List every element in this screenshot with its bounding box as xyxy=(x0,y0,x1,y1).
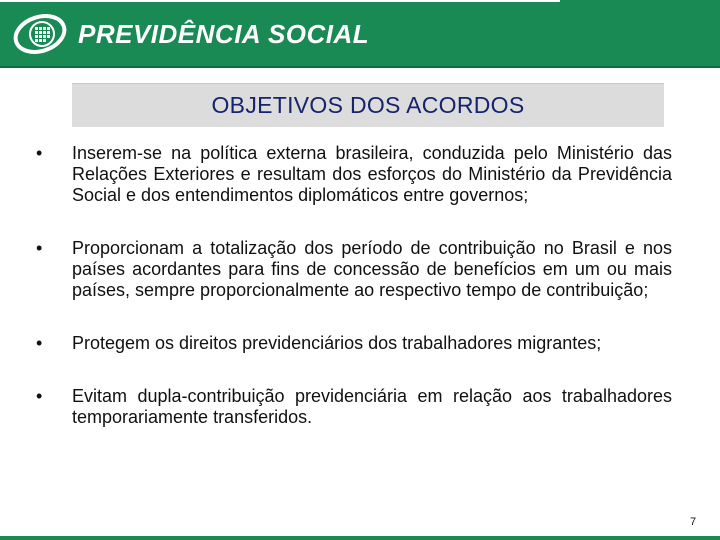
bullet-item xyxy=(36,386,672,428)
brand-title: PREVIDÊNCIA SOCIAL xyxy=(78,19,370,49)
bullet-dot-icon: • xyxy=(36,333,43,353)
header-bar xyxy=(0,0,720,68)
bullet-text: Evitam dupla-contribuição previdenciária em relação aos trabalhadores temporariamente transferidos. xyxy=(72,386,672,427)
bullet-dot-icon: • xyxy=(36,386,43,406)
bullet-item xyxy=(36,143,672,206)
slide-title: OBJETIVOS DOS ACORDOS xyxy=(211,92,525,118)
bullet-dot-icon: • xyxy=(36,143,43,163)
page-number: 7 xyxy=(690,516,697,528)
bullet-dot-icon: • xyxy=(36,238,43,258)
bullet-item xyxy=(36,238,672,301)
slide-title-box xyxy=(72,83,664,127)
bullet-text: Proporcionam a totalização dos período de contribuição no Brasil e nos países acordantes para fins de concessão de benefícios em um ou mais países, sempre proporcionalmente ao respectivo tempo de contribuição; xyxy=(72,238,672,300)
bullet-text: Protegem os direitos previdenciários dos trabalhadores migrantes; xyxy=(72,333,602,353)
footer-line xyxy=(0,536,720,540)
previdencia-logo-icon xyxy=(12,14,68,54)
bullet-item xyxy=(36,333,672,354)
bullet-list xyxy=(36,143,672,428)
header-bottom-line xyxy=(0,66,720,68)
bullet-text: Inserem-se na política externa brasileira, conduzida pelo Ministério das Relações Exteriores e resultam dos esforços do Ministério da Previdência Social e dos entendimentos diplomáticos entre governos; xyxy=(72,143,672,205)
header-top-line xyxy=(0,0,560,2)
